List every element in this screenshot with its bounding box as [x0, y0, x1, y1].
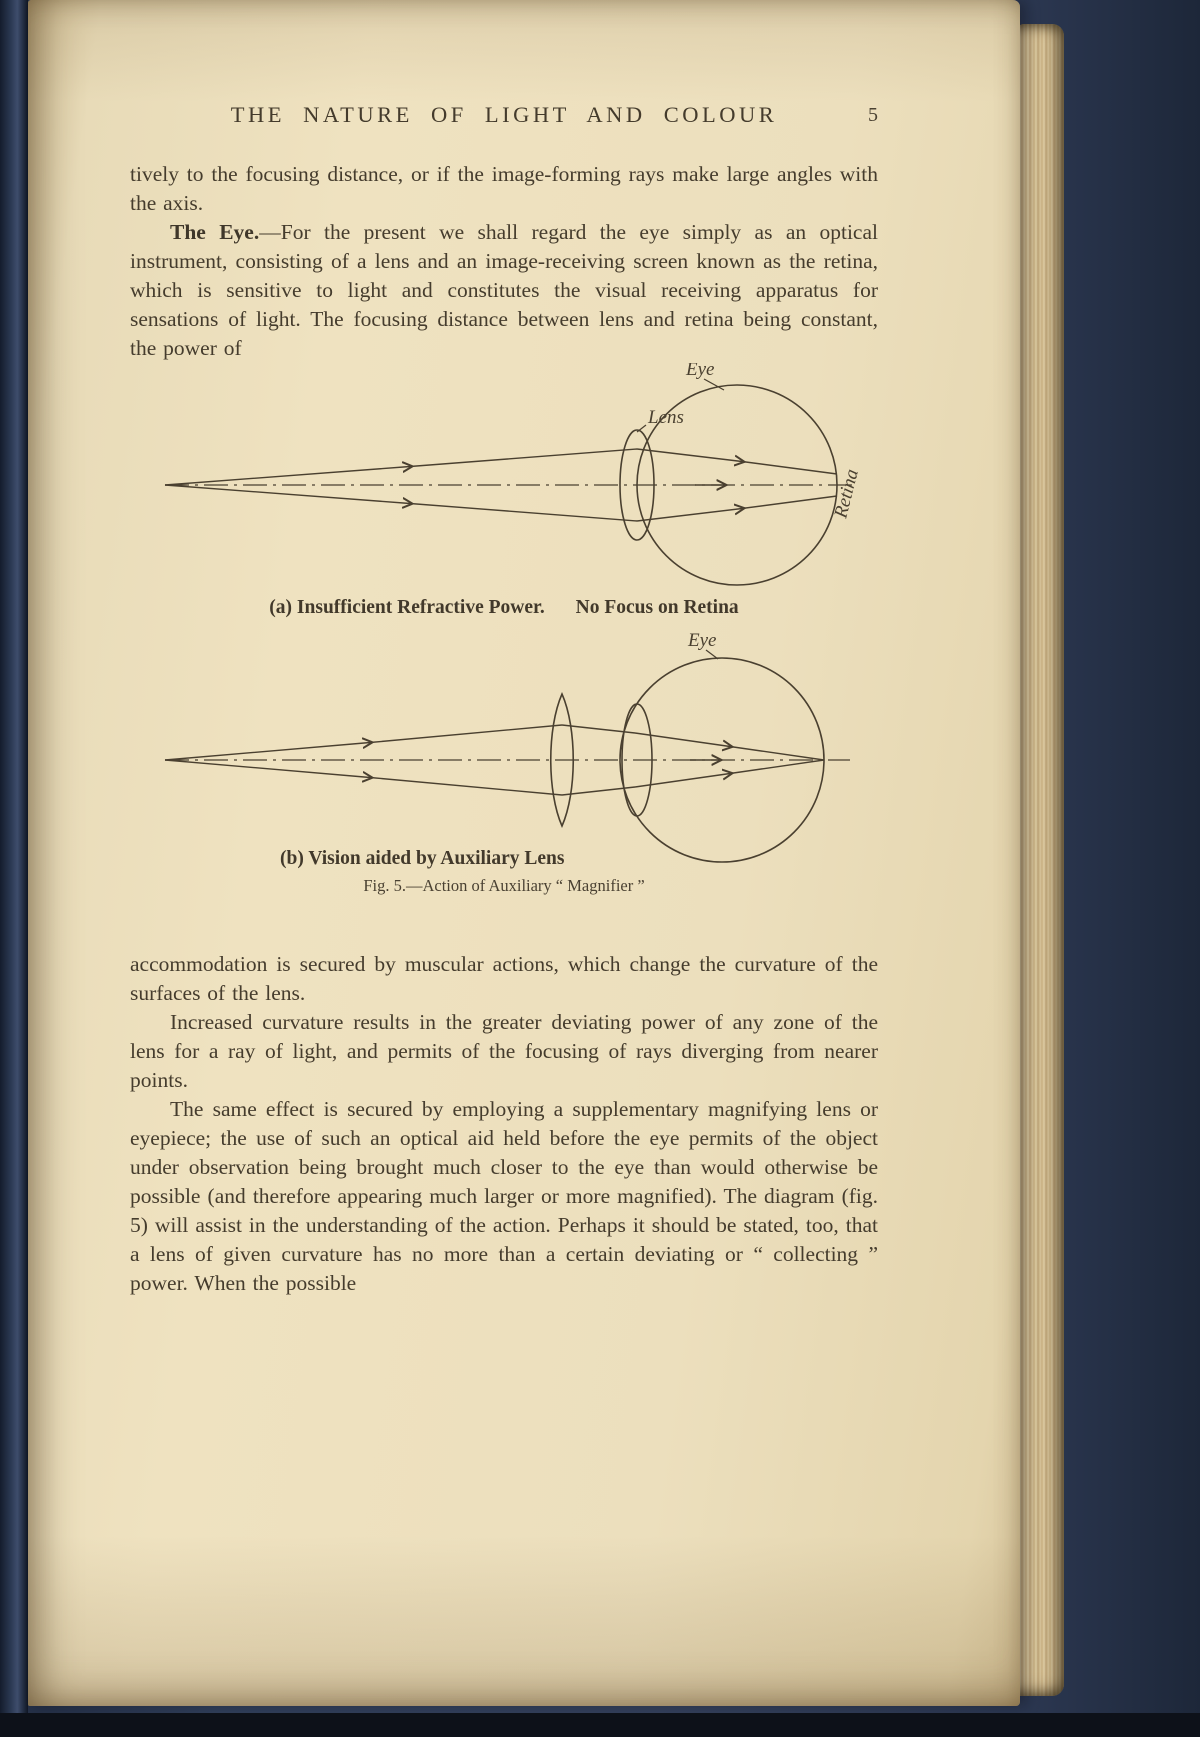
figure-caption: Fig. 5.—Action of Auxiliary “ Magnifier ”: [363, 876, 645, 895]
text-column: [130, 0, 878, 1298]
page-number: 5: [868, 104, 878, 126]
lens-label: Lens: [648, 407, 684, 428]
running-header: [130, 102, 878, 134]
cover-bottom-edge: [0, 1713, 1200, 1737]
eye-label: Eye: [686, 363, 715, 380]
page-title: THE NATURE OF LIGHT AND COLOUR: [230, 102, 778, 127]
paragraph-lead: The Eye.: [170, 220, 260, 244]
paragraph-accommodation: accommodation is secured by muscular actions, which change the curvature of the surfaces of the lens.: [130, 952, 878, 1005]
eye-label: Eye: [688, 633, 717, 651]
diagram-a-eye-optics: [130, 363, 878, 613]
caption-b: [280, 848, 720, 870]
paragraph-continuation: tively to the focusing distance, or if the image-forming rays make large angles with the axis.: [130, 162, 878, 215]
caption-a-text: Insufficient Refractive Power.: [296, 597, 545, 618]
paragraph-same-effect: The same effect is secured by employing a supplementary magnifying lens or eyepiece; the use of such an optical aid held before the eye permits of the object under observation being brought much closer to the eye than would otherwise be possible (and therefore appearing much larger or more magnified). The diagram (fig. 5) will assist in the understanding of the action. Perhaps it should be stated, too, that a lens of given curvature has no more than a certain deviating or “ collecting ” power. When the possible: [130, 1097, 878, 1295]
diagram-b-auxiliary-lens: [130, 633, 878, 878]
book-page: [28, 0, 1020, 1706]
eye-label-pointer: [706, 650, 718, 659]
paragraph-the-eye: [130, 218, 878, 363]
book-spine: [0, 0, 28, 1737]
caption-a: [130, 597, 878, 619]
caption-a-text2: No Focus on Retina: [575, 597, 739, 618]
caption-a-marker: (a): [269, 597, 293, 618]
page-edge-stack: [1016, 24, 1064, 1696]
paragraph-body: —For the present we shall regard the eye simply as an optical instrument, consisting of a lens and an image-receiving screen known as the retina, which is sensitive to light and constitutes the visual receiving apparatus for sensations of light. The focusing distance between lens and retina being constant, the power of: [130, 220, 878, 360]
caption-b-text: Vision aided by Auxiliary Lens: [308, 848, 565, 869]
retina-label: Retina: [830, 466, 863, 521]
caption-b-marker: (b): [280, 848, 304, 869]
paragraph-curvature: Increased curvature results in the greater deviating power of any zone of the lens for a ray of light, and permits of the focusing of rays diverging from nearer points.: [130, 1010, 878, 1092]
